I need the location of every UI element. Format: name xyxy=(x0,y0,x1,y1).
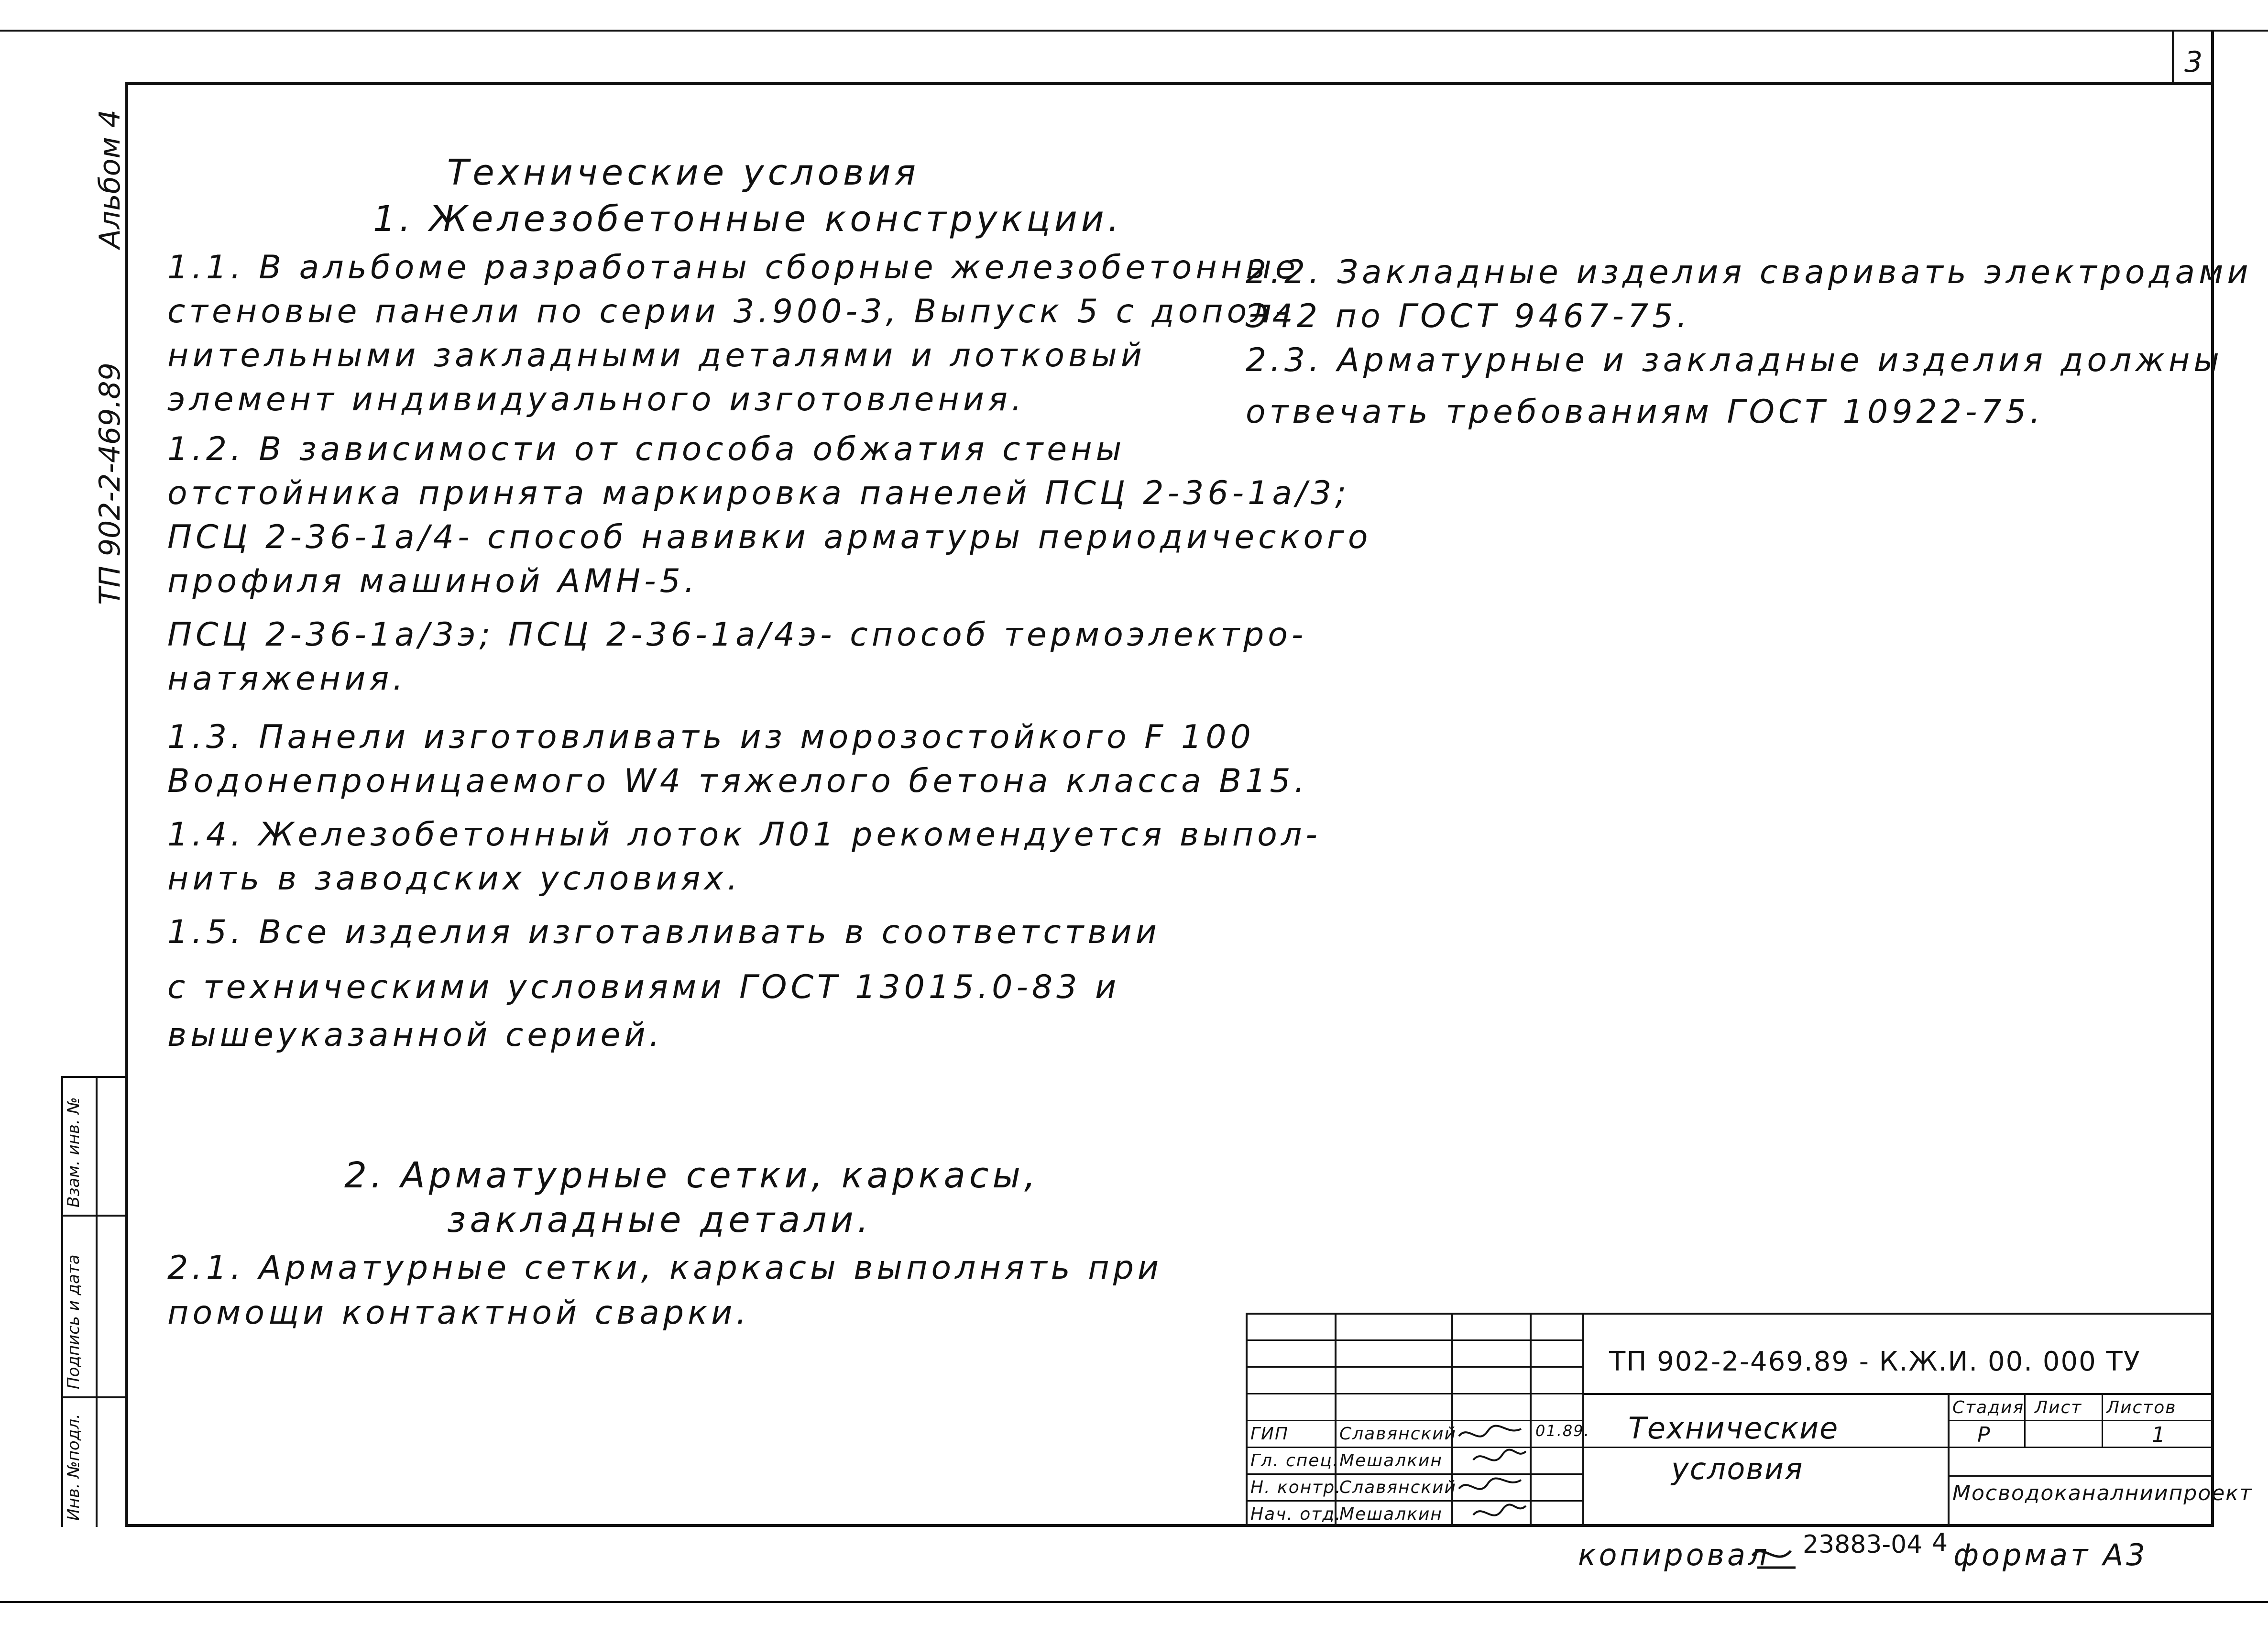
section2-heading-cont: закладные детали. xyxy=(447,1199,873,1240)
top-trim-line xyxy=(0,30,2268,32)
sheet-number-box-left xyxy=(2172,32,2174,83)
stamp-label-signature: Подпись и дата xyxy=(64,1254,83,1389)
role-label: Гл. спец. xyxy=(1250,1451,1339,1470)
section1-line: отстойника принята маркировка панелей ПСЦ 2-36-1а/3; xyxy=(167,474,1350,512)
stamp-strip-left xyxy=(61,1076,63,1527)
designation: ТП 902-2-469.89 - К.Ж.И. 00. 000 ТУ xyxy=(1609,1346,2141,1377)
section2-heading: 2. Арматурные сетки, каркасы, xyxy=(344,1155,1040,1196)
signature-scribbles xyxy=(1454,1422,1531,1527)
album-label: Альбом 4 xyxy=(93,110,127,249)
right-line: отвечать требованиям ГОСТ 10922-75. xyxy=(1246,393,2044,431)
stamp-label-vzam: Взам. инв. № xyxy=(64,1097,83,1207)
section1-line: вышеуказанной серией. xyxy=(167,1016,664,1054)
section1-line: с техническими условиями ГОСТ 13015.0-83 и xyxy=(167,968,1120,1006)
signer-name: Мешалкин xyxy=(1339,1504,1443,1524)
sheet-number: 3 xyxy=(2184,45,2206,79)
section1-line: натяжения. xyxy=(167,660,407,698)
document-heading: Технические условия xyxy=(447,152,920,193)
sheets-header: Листов xyxy=(2106,1398,2177,1417)
right-line: Э42 по ГОСТ 9467-75. xyxy=(1246,297,1691,335)
project-code-side: ТП 902-2-469.89 xyxy=(93,362,127,605)
copier-signature xyxy=(1748,1539,1800,1577)
section1-line: Водонепроницаемого W4 тяжелого бетона класса В15. xyxy=(167,762,1309,800)
order-number: 23883-04 xyxy=(1803,1530,1923,1559)
frame-top xyxy=(125,82,2214,85)
right-line: 2.3. Арматурные и закладные изделия должны xyxy=(1246,341,2223,379)
section2-line: помощи контактной сварки. xyxy=(167,1294,750,1332)
role-label: ГИП xyxy=(1250,1424,1289,1444)
section1-line: профиля машиной АМН-5. xyxy=(167,562,699,600)
role-label: Н. контр. xyxy=(1250,1478,1342,1497)
document-title-cont: условия xyxy=(1671,1451,1804,1486)
stage-value: Р xyxy=(1977,1423,1991,1447)
signer-name: Мешалкин xyxy=(1339,1451,1443,1470)
stamp-strip-div1 xyxy=(61,1215,125,1217)
title-block xyxy=(1246,1313,2253,1527)
stamp-strip-top xyxy=(61,1076,125,1078)
section1-line: 1.3. Панели изготовливать из морозостойкого F 100 xyxy=(167,718,1255,756)
role-label: Нач. отд. xyxy=(1250,1504,1342,1524)
section1-line: 1.2. В зависимости от способа обжатия стены xyxy=(167,430,1126,468)
section1-heading: 1. Железобетонные конструкции. xyxy=(373,198,1123,240)
sheet-header: Лист xyxy=(2035,1398,2082,1417)
document-title: Технические xyxy=(1628,1411,1839,1446)
signer-name: Славянский xyxy=(1339,1424,1457,1444)
section1-line: стеновые панели по серии 3.900-3, Выпуск 5 с допол- xyxy=(167,293,1291,330)
stamp-label-inv: Инв. №подл. xyxy=(64,1414,83,1521)
section1-line: элемент индивидуального изготовления. xyxy=(167,381,1026,418)
frame-left xyxy=(125,82,128,1527)
section1-line: нить в заводских условиях. xyxy=(167,860,742,898)
section1-line: 1.1. В альбоме разработаны сборные железобетонные xyxy=(167,249,1299,286)
stamp-strip-mid xyxy=(96,1076,98,1527)
section2-line: 2.1. Арматурные сетки, каркасы выполнять при xyxy=(167,1249,1163,1287)
sheet-index: 4 xyxy=(1932,1528,1948,1557)
stamp-strip-div2 xyxy=(61,1396,125,1398)
section1-line: ПСЦ 2-36-1а/4- способ навивки арматуры периодического xyxy=(167,518,1372,556)
format-label: формат А3 xyxy=(1953,1537,2148,1572)
sheets-value: 1 xyxy=(2152,1423,2166,1447)
date-value: 01.89. xyxy=(1535,1422,1590,1440)
right-line: 2.2. Закладные изделия сваривать электродами xyxy=(1246,253,2252,291)
signer-name: Славянский xyxy=(1339,1478,1457,1497)
section1-line: нительными закладными деталями и лотковый xyxy=(167,337,1146,374)
section1-line: 1.5. Все изделия изготавливать в соответствии xyxy=(167,913,1161,951)
stage-header: Стадия xyxy=(1952,1398,2025,1417)
bottom-trim-line xyxy=(0,1601,2268,1603)
copied-label: копировал xyxy=(1578,1537,1770,1572)
section1-line: 1.4. Железобетонный лоток Л01 рекомендуется выпол- xyxy=(167,816,1321,854)
section1-line: ПСЦ 2-36-1а/3э; ПСЦ 2-36-1а/4э- способ термоэлектро- xyxy=(167,616,1307,654)
organization: Мосводоканалниипроект xyxy=(1952,1481,2253,1505)
